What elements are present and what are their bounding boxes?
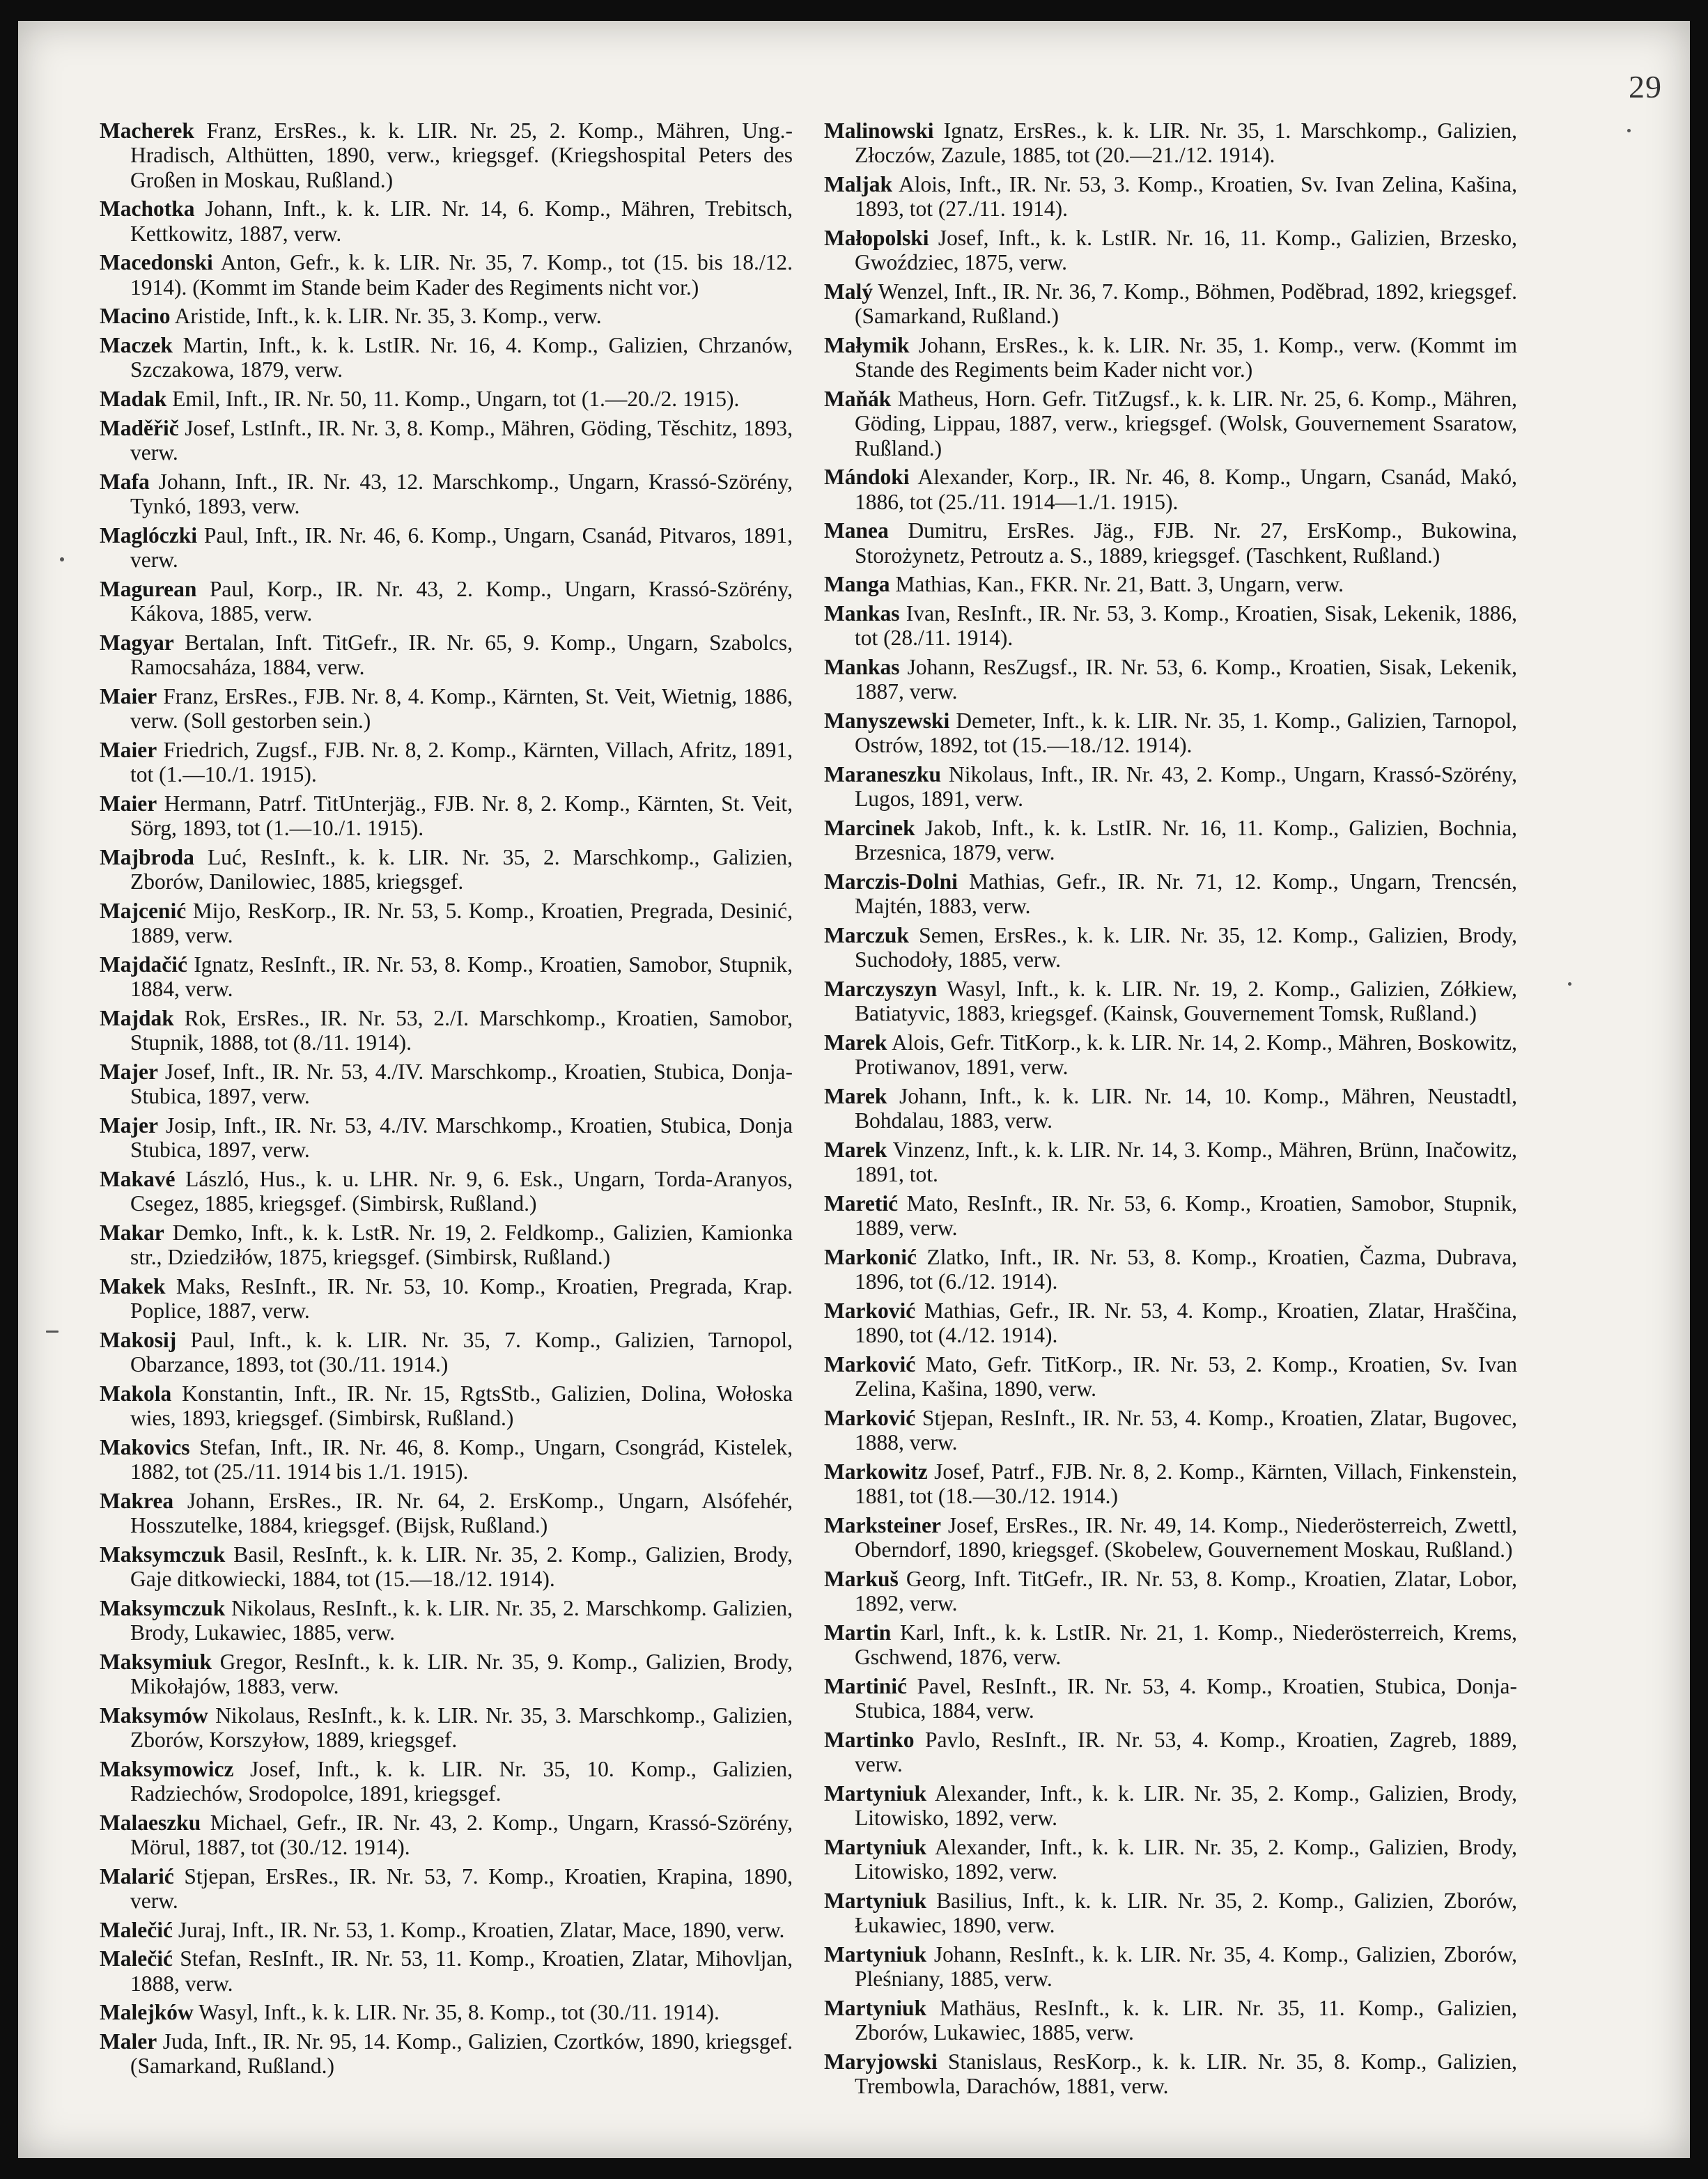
register-entry [100,1060,793,1109]
register-entry [100,1167,793,1216]
register-entry [824,118,1517,168]
entry-surname: Magyar [100,630,174,655]
entry-details: Josef, LstInft., IR. Nr. 3, 8. Komp., Mähren, Göding, Těschitz, 1893, verw. [130,415,793,465]
entry-details: Emil, Inft., IR. Nr. 50, 11. Komp., Ungarn, tot (1.—20./2. 1915). [172,387,740,411]
entry-surname: Maňák [824,387,892,411]
entry-surname: Manea [824,518,889,543]
entry-surname: Markowitz [824,1459,928,1484]
register-entry [100,630,793,680]
entry-surname: Mankas [824,601,900,626]
entry-surname: Maier [100,683,157,708]
entry-surname: Manga [824,572,890,597]
entry-surname: Majdačić [100,952,187,977]
register-entry [100,684,793,734]
register-entry [824,1620,1517,1670]
entry-surname: Majcenić [100,898,187,923]
register-entry [100,1328,793,1377]
register-entry [100,1435,793,1484]
entry-surname: Makavé [100,1166,176,1191]
entry-details: Friedrich, Zugsf., FJB. Nr. 8, 2. Komp., Kärnten, Villach, Afritz, 1891, tot (1.—10./1. 1915). [130,737,793,786]
entry-details: Mathias, Kan., FKR. Nr. 21, Batt. 3, Ungarn, verw. [895,572,1344,597]
entry-details: Alois, Gefr. TitKorp., k. k. LIR. Nr. 14, 2. Komp., Mähren, Boskowitz, Protiwanov, 1891, verw. [855,1030,1517,1080]
entry-details: Johann, Inft., k. k. LIR. Nr. 14, 10. Komp., Mähren, Neustadtl, Bohdalau, 1883, verw. [855,1084,1517,1133]
register-entry [100,1274,793,1324]
entry-details: Basil, ResInft., k. k. LIR. Nr. 35, 2. Komp., Galizien, Brody, Gaje ditkowiecki, 1884, tot (15.—18./12. 1914). [130,1542,793,1591]
entry-surname: Malý [824,279,873,304]
register-entry [824,518,1517,568]
entry-details: Mathias, Gefr., IR. Nr. 53, 4. Komp., Kroatien, Zlatar, Hraščina, 1890, tot (4./12. 1914). [855,1298,1518,1348]
entry-details: Johann, ResZugsf., IR. Nr. 53, 6. Komp., Kroatien, Sisak, Lekenik, 1887, verw. [855,655,1518,704]
entry-surname: Macino [100,304,171,329]
register-entry [824,1889,1517,1938]
register-entry [824,1352,1517,1402]
register-entry [824,387,1517,460]
register-entry [100,304,793,328]
register-entry [824,1567,1517,1616]
entry-surname: Malarić [100,1863,174,1889]
entry-details: Paul, Korp., IR. Nr. 43, 2. Komp., Ungarn, Krassó-Szörény, Kákova, 1885, verw. [130,576,793,626]
register-entry [100,1113,793,1163]
entry-surname: Martyniuk [824,1889,927,1913]
entry-details: Alexander, Inft., k. k. LIR. Nr. 35, 2. Komp., Galizien, Brody, Litowisko, 1892, verw. [855,1781,1518,1831]
entry-surname: Maksymczuk [100,1542,226,1567]
entry-details: Paul, Inft., IR. Nr. 46, 6. Komp., Ungarn, Csanád, Pitvaros, 1891, verw. [130,522,793,572]
entry-surname: Majdak [100,1005,174,1030]
register-entry [100,118,793,192]
entry-surname: Mankas [824,655,900,679]
register-entry [824,601,1517,651]
entry-surname: Mafa [100,469,150,494]
entry-surname: Makrea [100,1488,174,1513]
entry-surname: Maksymczuk [100,1595,226,1620]
register-entry [100,738,793,787]
entry-details: Juda, Inft., IR. Nr. 95, 14. Komp., Galizien, Czortków, 1890, kriegsgef. (Samarkand, Rußland.) [130,2029,793,2079]
entry-surname: Martyniuk [824,1835,927,1859]
entry-surname: Maksymowicz [100,1756,234,1781]
entry-details: Dumitru, ErsRes. Jäg., FJB. Nr. 27, ErsKomp., Bukowina, Storożynetz, Petroutz a. S., 1889, kriegsgef. (Taschkent, Rußland.) [855,518,1518,568]
register-entry [824,2049,1517,2099]
entry-surname: Majer [100,1059,158,1084]
entry-surname: Maier [100,737,157,762]
entry-details: Josef, Inft., k. k. LIR. Nr. 35, 10. Komp., Galizien, Radziechów, Srodopolce, 1891, kriegsgef. [130,1756,793,1806]
entry-details: Ignatz, ResInft., IR. Nr. 53, 8. Komp., Kroatien, Samobor, Stupnik, 1884, verw. [130,952,793,1001]
register-entry [824,977,1517,1026]
document-page [18,21,1690,2158]
register-entry [824,1513,1517,1562]
entry-details: Pavlo, ResInft., IR. Nr. 53, 4. Komp., Kroatien, Zagreb, 1889, verw. [855,1728,1517,1777]
register-entry [100,1596,793,1645]
entry-details: Ignatz, ErsRes., k. k. LIR. Nr. 35, 1. Marschkomp., Galizien, Złoczów, Zazule, 1885, tot (20.—21./12. 1914). [855,118,1518,168]
register-entry [824,816,1517,865]
entry-details: Stefan, ResInft., IR. Nr. 53, 11. Komp., Kroatien, Zlatar, Mihovljan, 1888, verw. [130,1946,793,1996]
entry-surname: Martinić [824,1674,907,1698]
entry-details: Bertalan, Inft. TitGefr., IR. Nr. 65, 9. Komp., Ungarn, Szabolcs, Ramocsaháza, 1884, verw. [130,630,793,679]
entry-surname: Marczyszyn [824,977,938,1001]
entry-surname: Maraneszku [824,762,941,786]
entry-surname: Maretić [824,1191,899,1216]
register-entry [824,1298,1517,1348]
entry-surname: Maczek [100,333,173,357]
entry-surname: Majbroda [100,844,194,869]
entry-details: Gregor, ResInft., k. k. LIR. Nr. 35, 9. Komp., Galizien, Brody, Mikołajów, 1883, verw. [130,1649,793,1698]
entry-surname: Marek [824,1030,887,1055]
entry-details: Anton, Gefr., k. k. LIR. Nr. 35, 7. Komp., tot (15. bis 18./12. 1914). (Kommt im Stande beim Kader des Regiments nicht vor.) [130,250,793,300]
register-entry [824,1781,1517,1831]
entry-details: Basilius, Inft., k. k. LIR. Nr. 35, 2. Komp., Galizien, Zborów, Łukawiec, 1890, verw. [855,1889,1517,1938]
entry-surname: Mándoki [824,465,910,490]
entry-surname: Maglóczki [100,522,197,548]
entry-details: Karl, Inft., k. k. LstIR. Nr. 21, 1. Komp., Niederösterreich, Krems, Gschwend, 1876, verw. [855,1620,1518,1670]
entry-details: Franz, ErsRes., k. k. LIR. Nr. 25, 2. Komp., Mähren, Ung.-Hradisch, Althütten, 1890, verw., kriegsgef. (Kriegshospital Peters des Großen in Moskau, Rußland.) [130,118,793,192]
entry-details: Johann, Inft., k. k. LIR. Nr. 14, 6. Komp., Mähren, Trebitsch, Kettkowitz, 1887, verw. [130,196,793,246]
entry-details: Zlatko, Inft., IR. Nr. 53, 8. Komp., Kroatien, Čazma, Dubrava, 1896, tot (6./12. 1914). [855,1245,1517,1294]
register-entry [824,226,1517,275]
entry-surname: Marczuk [824,923,909,947]
entry-surname: Macherek [100,118,194,143]
entry-surname: Makola [100,1381,172,1406]
entry-details: Alois, Inft., IR. Nr. 53, 3. Komp., Kroatien, Sv. Ivan Zelina, Kašina, 1893, tot (27./11. 1914). [855,172,1517,222]
entry-details: Josef, Inft., IR. Nr. 53, 4./IV. Marschkomp., Kroatien, Stubica, Donja-Stubica, 1897, verw. [130,1059,793,1108]
register-entry [824,1942,1517,1992]
entry-details: Demko, Inft., k. k. LstR. Nr. 19, 2. Feldkomp., Galizien, Kamionka str., Dziedziłów, 1875, kriegsgef. (Simbirsk, Rußland.) [130,1220,793,1269]
entry-details: Hermann, Patrf. TitUnterjäg., FJB. Nr. 8, 2. Komp., Kärnten, St. Veit, Sörg, 1893, tot (1.—10./1. 1915). [130,791,793,840]
register-entry [100,1946,793,1996]
entry-surname: Małymik [824,333,910,357]
entry-details: Matheus, Horn. Gefr. TitZugsf., k. k. LIR. Nr. 25, 6. Komp., Mähren, Göding, Lippau, 1887, verw., kriegsgef. (Wolsk, Gouvernement Ssaratow, Rußland.) [855,387,1518,460]
entry-details: Stjepan, ResInft., IR. Nr. 53, 4. Komp., Kroatien, Zlatar, Bugovec, 1888, verw. [855,1406,1518,1455]
entry-details: Johann, ErsRes., IR. Nr. 64, 2. ErsKomp., Ungarn, Alsófehér, Hosszutelke, 1884, kriegsgef. (Bijsk, Rußland.) [130,1488,793,1537]
dust-speck [1627,129,1631,132]
entry-surname: Marczis-Dolni [824,869,958,894]
entry-surname: Markonić [824,1245,917,1269]
entry-details: Mato, ResInft., IR. Nr. 53, 6. Komp., Kroatien, Samobor, Stupnik, 1889, verw. [855,1191,1517,1241]
entry-details: Josef, Patrf., FJB. Nr. 8, 2. Komp., Kärnten, Villach, Finkenstein, 1881, tot (18.—30./12. 1914.) [855,1459,1518,1509]
entry-surname: Manyszewski [824,708,950,733]
right-column [824,118,1517,2103]
entry-surname: Malinowski [824,118,934,143]
register-entry [100,899,793,948]
entry-surname: Martyniuk [824,1996,927,2020]
entry-surname: Maksymów [100,1703,208,1728]
entry-details: Pavel, ResInft., IR. Nr. 53, 4. Komp., Kroatien, Stubica, Donja-Stubica, 1884, verw. [855,1674,1518,1723]
entry-details: Luć, ResInft., k. k. LIR. Nr. 35, 2. Marschkomp., Galizien, Zborów, Danilowiec, 1885, kriegsgef. [130,844,793,894]
entry-details: Mathias, Gefr., IR. Nr. 71, 12. Komp., Ungarn, Trencsén, Majtén, 1883, verw. [855,869,1517,919]
entry-details: László, Hus., k. u. LHR. Nr. 9, 6. Esk., Ungarn, Torda-Aranyos, Csegez, 1885, kriegsgef. (Simbirsk, Rußland.) [130,1166,793,1216]
entry-details: Johann, ErsRes., k. k. LIR. Nr. 35, 1. Komp., verw. (Kommt im Stande des Regiments beim Kader nicht vor.) [855,333,1517,382]
register-entry [100,2029,793,2079]
register-entry [100,952,793,1002]
entry-surname: Machotka [100,196,195,222]
entry-surname: Małopolski [824,226,929,250]
dust-speck [1568,982,1571,986]
entry-details: Paul, Inft., k. k. LIR. Nr. 35, 7. Komp., Galizien, Tarnopol, Obarzance, 1893, tot (30./11. 1914.) [130,1327,793,1377]
register-entry [824,1835,1517,1884]
entry-details: Vinzenz, Inft., k. k. LIR. Nr. 14, 3. Komp., Mähren, Brünn, Inačowitz, 1891, tot. [855,1138,1517,1187]
entry-surname: Maljak [824,172,892,196]
register-entry [100,387,793,411]
entry-details: Mato, Gefr. TitKorp., IR. Nr. 53, 2. Komp., Kroatien, Sv. Ivan Zelina, Kašina, 1890, verw. [855,1352,1518,1402]
entry-surname: Martinko [824,1728,915,1752]
entry-surname: Malejków [100,2000,194,2025]
entry-details: Nikolaus, ResInft., k. k. LIR. Nr. 35, 3. Marschkomp., Galizien, Zborów, Korszyłow, 1889, kriegsgef. [130,1703,793,1752]
register-entry [100,196,793,246]
entry-surname: Maděřič [100,415,179,440]
entry-details: Aristide, Inft., k. k. LIR. Nr. 35, 3. Komp., verw. [174,304,602,329]
register-entry [100,577,793,626]
register-entry [824,923,1517,972]
entry-details: Alexander, Korp., IR. Nr. 46, 8. Komp., Ungarn, Csanád, Makó, 1886, tot (25./11. 1914—1./1. 1915). [855,465,1517,514]
entry-details: Demeter, Inft., k. k. LIR. Nr. 35, 1. Komp., Galizien, Tarnopol, Ostrów, 1892, tot (15.—18./12. 1914). [855,708,1518,758]
register-entry [824,1459,1517,1509]
entry-surname: Majer [100,1112,158,1138]
entry-surname: Maryjowski [824,2049,938,2074]
entry-surname: Maier [100,791,157,816]
entry-details: Josip, Inft., IR. Nr. 53, 4./IV. Marschkomp., Kroatien, Stubica, Donja Stubica, 1897, verw. [130,1112,793,1162]
entry-surname: Makar [100,1220,164,1245]
entry-details: Rok, ErsRes., IR. Nr. 53, 2./I. Marschkomp., Kroatien, Samobor, Stupnik, 1888, tot (8./11. 1914). [130,1005,793,1055]
register-entry [100,1489,793,1538]
entry-surname: Martyniuk [824,1942,927,1967]
register-entry [824,762,1517,812]
entry-details: Johann, Inft., IR. Nr. 43, 12. Marschkomp., Ungarn, Krassó-Szörény, Tynkó, 1893, verw. [130,469,793,518]
register-entry [100,1381,793,1431]
entry-surname: Makovics [100,1434,190,1459]
entry-details: Wasyl, Inft., k. k. LIR. Nr. 19, 2. Komp., Galizien, Zółkiew, Batiatyvic, 1883, kriegsgef. (Kainsk, Gouvernement Tomsk, Rußland.) [855,977,1517,1026]
register-entry [100,1220,793,1270]
register-entry [824,1728,1517,1777]
register-entry [824,333,1517,382]
entry-details: Nikolaus, Inft., IR. Nr. 43, 2. Komp., Ungarn, Krassó-Szörény, Lugos, 1891, verw. [855,762,1518,812]
register-entry [100,1864,793,1914]
register-entry [100,1542,793,1592]
entry-details: Michael, Gefr., IR. Nr. 43, 2. Komp., Ungarn, Krassó-Szörény, Mörul, 1887, tot (30./12. 1914). [130,1810,793,1859]
entry-surname: Magurean [100,576,197,601]
entry-details: Alexander, Inft., k. k. LIR. Nr. 35, 2. Komp., Galizien, Brody, Litowisko, 1892, verw. [855,1835,1518,1884]
entry-details: Juraj, Inft., IR. Nr. 53, 1. Komp., Kroatien, Zlatar, Mace, 1890, verw. [178,1917,785,1942]
entry-surname: Martyniuk [824,1781,927,1806]
entry-surname: Malečić [100,1946,173,1971]
register-entry [100,416,793,465]
entry-surname: Markuš [824,1567,899,1591]
entry-details: Josef, ErsRes., IR. Nr. 49, 14. Komp., Niederösterreich, Zwettl, Oberndorf, 1890, kriegsgef. (Skobelew, Gouvernement Moskau, Rußland.) [855,1513,1517,1562]
entry-surname: Maler [100,2029,157,2054]
register-entry [100,1006,793,1055]
entry-surname: Marksteiner [824,1513,941,1537]
left-column [100,118,793,2083]
entry-surname: Malečić [100,1917,173,1942]
register-entry [824,1245,1517,1294]
page-number: 29 [1629,69,1662,104]
register-entry [824,1406,1517,1455]
entry-surname: Macedonski [100,250,213,275]
register-entry [824,655,1517,704]
register-entry [824,869,1517,919]
entry-surname: Marek [824,1138,887,1162]
entry-details: Wasyl, Inft., k. k. LIR. Nr. 35, 8. Komp., tot (30./11. 1914). [199,2000,720,2025]
entry-details: Georg, Inft. TitGefr., IR. Nr. 53, 8. Komp., Kroatien, Zlatar, Lobor, 1892, verw. [855,1567,1518,1616]
entry-details: Ivan, ResInft., IR. Nr. 53, 3. Komp., Kroatien, Sisak, Lekenik, 1886, tot (28./11. 1914). [855,601,1517,651]
entry-surname: Makosij [100,1327,177,1352]
entry-surname: Malaeszku [100,1810,201,1835]
entry-details: Nikolaus, ResInft., k. k. LIR. Nr. 35, 2. Marschkomp. Galizien, Brody, Lukawiec, 1885, verw. [130,1595,793,1645]
register-entry [100,1810,793,1860]
register-entry [824,572,1517,596]
register-entry [100,1650,793,1699]
register-entry [824,1030,1517,1080]
entry-details: Josef, Inft., k. k. LstIR. Nr. 16, 11. Komp., Galizien, Brzesko, Gwoździec, 1875, verw. [855,226,1517,275]
entry-details: Konstantin, Inft., IR. Nr. 15, RgtsStb., Galizien, Dolina, Wołoska wies, 1893, kriegsgef. (Simbirsk, Rußland.) [130,1381,793,1430]
register-entry [824,465,1517,514]
register-entry [100,845,793,894]
entry-details: Stjepan, ErsRes., IR. Nr. 53, 7. Komp., Kroatien, Krapina, 1890, verw. [130,1863,793,1913]
register-entry [824,1996,1517,2045]
entry-details: Mijo, ResKorp., IR. Nr. 53, 5. Komp., Kroatien, Pregrada, Desinić, 1889, verw. [130,898,793,947]
entry-surname: Marković [824,1352,916,1377]
entry-surname: Marek [824,1084,887,1108]
dust-speck [46,1331,59,1333]
register-entry [100,1703,793,1753]
register-entry [824,1191,1517,1241]
entry-surname: Marković [824,1298,916,1323]
entry-surname: Makek [100,1273,166,1298]
register-entry [100,791,793,841]
entry-details: Maks, ResInft., IR. Nr. 53, 10. Komp., Kroatien, Pregrada, Krap. Poplice, 1887, verw. [130,1273,793,1323]
entry-details: Stanislaus, ResKorp., k. k. LIR. Nr. 35, 8. Komp., Galizien, Trembowla, Darachów, 1881, verw. [855,2049,1518,2099]
entry-surname: Maksymiuk [100,1649,212,1674]
entry-details: Stefan, Inft., IR. Nr. 46, 8. Komp., Ungarn, Csongrád, Kistelek, 1882, tot (25./11. 1914 bis 1./1. 1915). [130,1434,793,1484]
entry-details: Jakob, Inft., k. k. LstIR. Nr. 16, 11. Komp., Galizien, Bochnia, Brzesnica, 1879, verw. [855,816,1517,865]
entry-details: Wenzel, Inft., IR. Nr. 36, 7. Komp., Böhmen, Poděbrad, 1892, kriegsgef. (Samarkand, Rußland.) [855,279,1517,329]
register-entry [100,1918,793,1942]
entry-surname: Marcinek [824,816,915,840]
register-entry [824,1138,1517,1187]
dust-speck [60,557,64,561]
entry-details: Franz, ErsRes., FJB. Nr. 8, 4. Komp., Kärnten, St. Veit, Wietnig, 1886, verw. (Soll gestorben sein.) [130,683,793,733]
entry-details: Johann, ResInft., k. k. LIR. Nr. 35, 4. Komp., Galizien, Zborów, Pleśniany, 1885, verw. [855,1942,1518,1992]
register-entry [100,470,793,519]
entry-details: Martin, Inft., k. k. LstIR. Nr. 16, 4. Komp., Galizien, Chrzanów, Szczakowa, 1879, verw. [130,333,793,382]
entry-details: Semen, ErsRes., k. k. LIR. Nr. 35, 12. Komp., Galizien, Brody, Suchodoły, 1885, verw. [855,923,1517,972]
register-entry [100,1757,793,1806]
register-entry [100,333,793,382]
register-entry [100,250,793,300]
register-entry [824,1084,1517,1133]
register-entry [100,2000,793,2024]
register-entry [824,172,1517,222]
entry-surname: Martin [824,1620,892,1645]
entry-surname: Madak [100,387,167,411]
register-entry [824,708,1517,758]
register-entry [100,523,793,573]
entry-details: Mathäus, ResInft., k. k. LIR. Nr. 35, 11. Komp., Galizien, Zborów, Lukawiec, 1885, verw. [855,1996,1517,2045]
entry-surname: Marković [824,1406,916,1430]
register-entry [824,279,1517,329]
register-entry [824,1674,1517,1723]
